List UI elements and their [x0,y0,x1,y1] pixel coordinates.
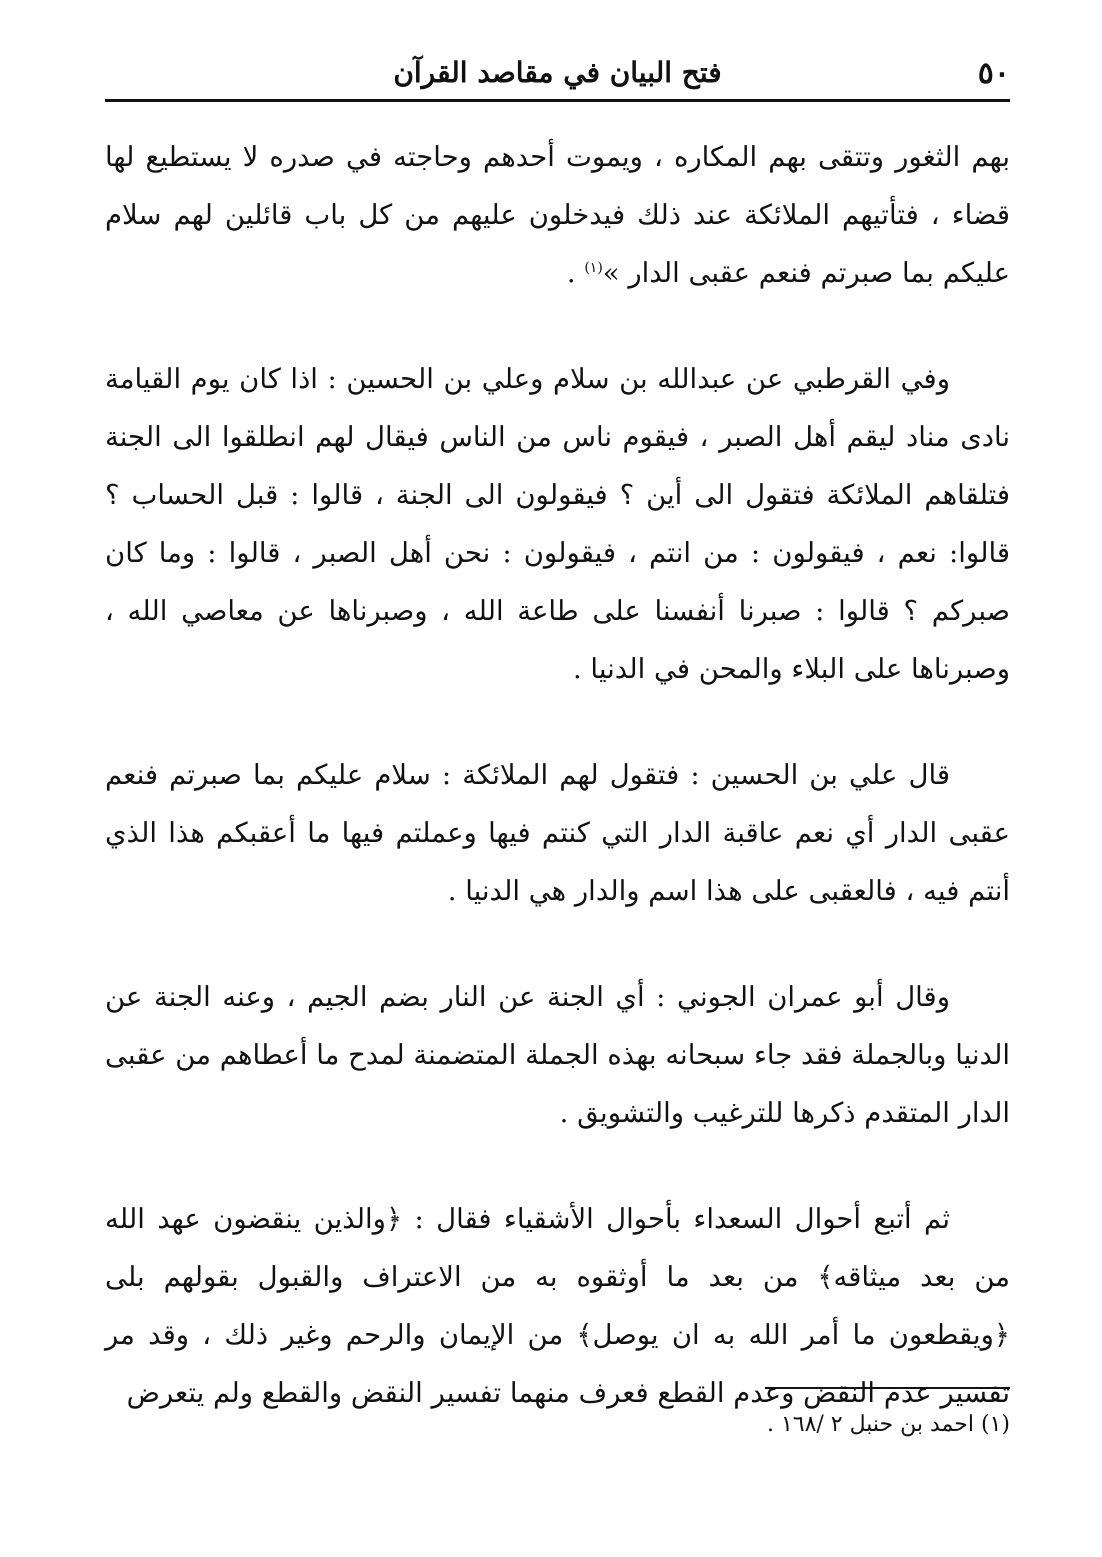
paragraph-4: وقال أبو عمران الجوني : أي الجنة عن النار بضم الجيم ، وعنه الجنة عن الدنيا وبالجملة فقد جاء سبحانه بهذه الجملة المتضمنة لمدح ما أعطاهم من عقبى الدار المتقدم ذكرها للترغيب والتشويق . [105,981,1010,1129]
page-header [105,52,1010,102]
paragraph-5: ثم أتبع أحوال السعداء بأحوال الأشقياء فقال : ﴿والذين ينقضون عهد الله من بعد ميثاقه﴾ من بعد ما أوثقوه به من الاعتراف والقبول بقولهم بلى ﴿ويقطعون ما أمر الله به ان يوصل﴾ من الإيمان والرحم وغير ذلك ، وقد مر تفسير عدم النقض وعدم القطع فعرف منهما تفسير النقض والقطع ولم يتعرض [105,1203,1010,1409]
header-rule [105,99,1010,102]
page-number: ٥٠ [977,56,1010,91]
paragraph-1-text: بهم الثغور وتتقى بهم المكاره ، ويموت أحدهم وحاجته في صدره لا يستطيع لها قضاء ، فتأتيهم الملائكة عند ذلك فيدخلون عليهم من كل باب قائلين لهم سلام عليكم بما صبرتم فنعم عقبى الدار » [105,141,1010,289]
running-title: فتح البيان في مقاصد القرآن [393,56,722,89]
paragraph-1 [105,128,1010,302]
body-text [105,128,1010,1470]
footnote-marker: (١) [584,259,603,276]
footnote-1: (١) احمد بن حنبل ٢ /١٦٨ . [766,1412,1010,1437]
paragraph-3: قال علي بن الحسين : فتقول لهم الملائكة : سلام عليكم بما صبرتم فنعم عقبى الدار أي نعم عاقبة الدار التي كنتم فيها وعملتم فيها ما أعقبكم هذا الذي أنتم فيه ، فالعقبى على هذا اسم والدار هي الدنيا . [105,759,1010,907]
paragraph-2: وفي القرطبي عن عبدالله بن سلام وعلي بن الحسين : اذا كان يوم القيامة نادى مناد ليقم أهل الصبر ، فيقوم ناس من الناس فيقال لهم انطلقوا الى الجنة فتلقاهم الملائكة فتقول الى أين ؟ فيقولون الى الجنة ، قالوا : قبل الحساب ؟ قالوا: نعم ، فيقولون : من انتم ، فيقولون : نحن أهل الصبر ، قالوا : وما كان صبركم ؟ قالوا : صبرنا أنفسنا على طاعة الله ، وصبرناها عن معاصي الله ، وصبرناها على البلاء والمحن في الدنيا . [105,363,1010,685]
paragraph-1-tail: . [566,257,585,289]
footnote-rule [765,1387,1010,1389]
